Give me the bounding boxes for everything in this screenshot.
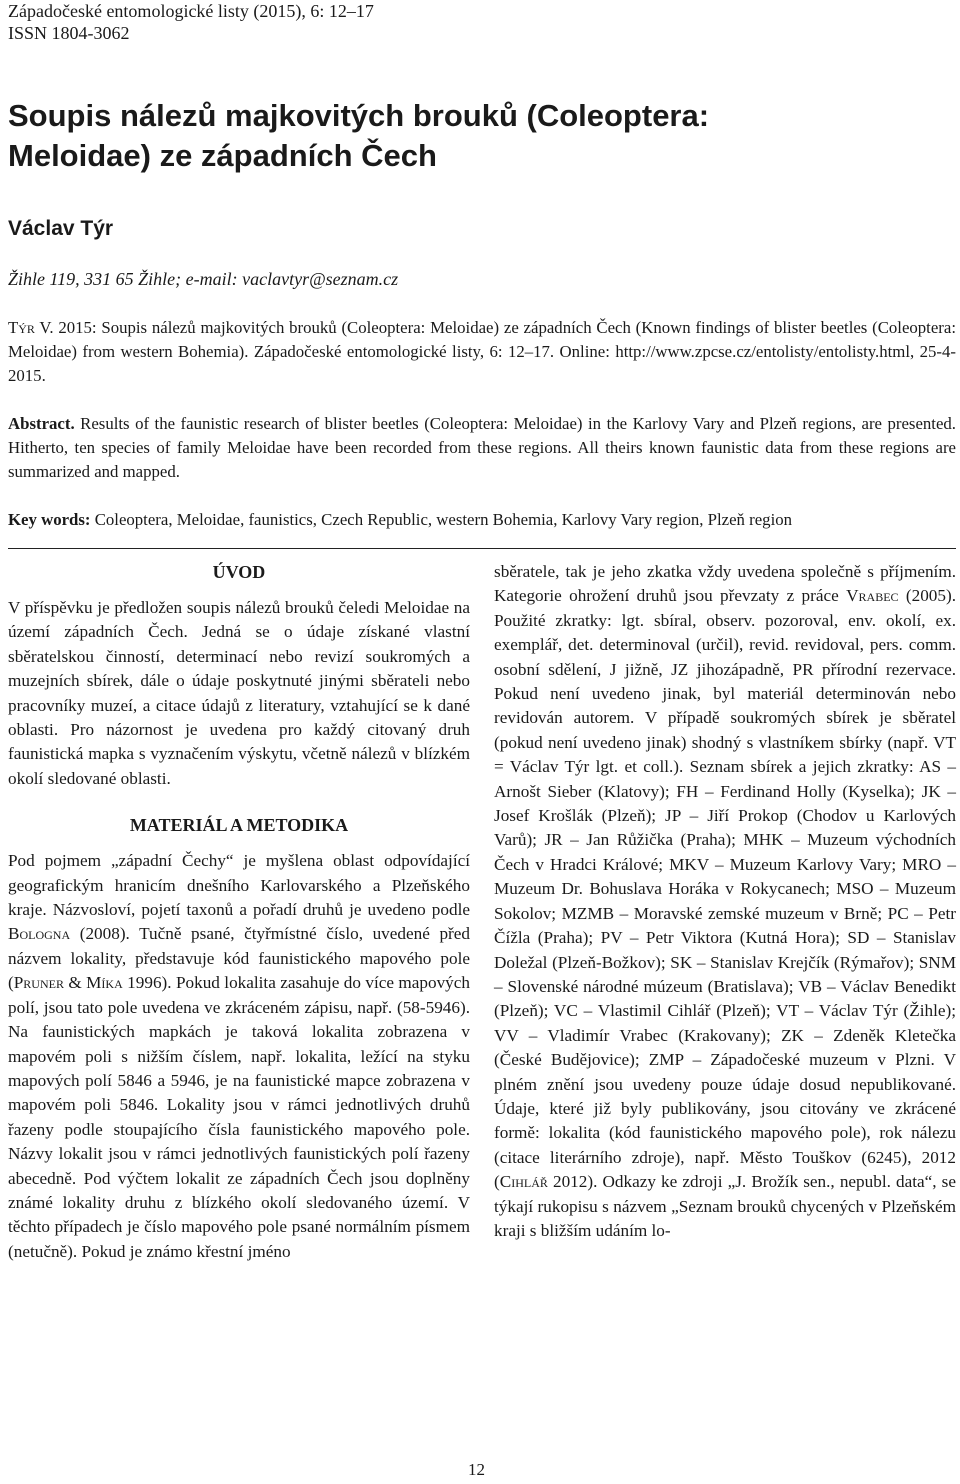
methods-text-c: 1996). Pokud lokalita zasahuje do více mapových polí, jsou tato pole uvedena ve zkráceném zápisu, např. (58-5946). Na faunistických mapkách je taková lokalita zobrazena v mapovém poli s nižším číslem, např. lokalita, ležící na styku mapových polí 5846 a 5946, je na faunistické mapce zobrazena v mapovém poli 5846. Lokality jsou v rámci jednotlivých druhů řazeny podle stoupajícího čísla faunistického mapového pole. Názvy lokalit jsou v rámci jednotlivých faunistických polí řazeny abecedně. Pod výčtem lokalit ze západních Čech jsou doplněny známé lokality druhu z blízkého okolí sledovaného území. V těchto případech je číslo mapového pole psané normálním písmem (netučně). Pokud je známo křestní jméno (8, 973, 470, 1261)
citation-mika: Míka (86, 973, 123, 993)
methods-paragraph (8, 849, 470, 1264)
keywords-paragraph (8, 508, 956, 532)
journal-line: Západočeské entomologické listy (2015), 6: 12–17 (8, 1, 374, 21)
right-column (494, 560, 956, 1243)
author-address: Žihle 119, 331 65 Žihle; e-mail: vaclavtyr@seznam.cz (8, 269, 399, 289)
abstract-paragraph (8, 412, 956, 484)
citation-cihlar: Cihlář (499, 1172, 548, 1192)
section-divider (8, 548, 956, 549)
methods-text-b: (2008). Tučně psané, čtyřmístné číslo, uvedené před názvem lokality, představuje kód faunistického mapového pole ( (8, 924, 470, 993)
heading-material-metodika: MATERIÁL A METODIKA (129, 815, 349, 836)
methods-text-a: Pod pojmem „západní Čechy“ je myšlena oblast odpovídající geografickým hranicím dnešního Karlovarského a Plzeňského kraje. Názvosloví, pojetí taxonů a pořadí druhů je uvedeno podle (8, 851, 470, 920)
citation-vrabec: Vrabec (846, 586, 899, 606)
abstract-text: Results of the faunistic research of blister beetles (Coleoptera: Meloidae) in the Karlovy Vary and Plzeň regions, are presented. Hitherto, ten species of family Meloidae have been recorded from these regions. All theirs known faunistic data from these regions are summarized and mapped. (8, 414, 956, 481)
title-line-2: Meloidae) ze západních Čech (8, 138, 437, 173)
citation-bologna: Bologna (8, 924, 71, 944)
article-title (8, 96, 948, 176)
methods-ampersand: & (63, 973, 87, 993)
citation-author: Týr V. (8, 318, 54, 337)
keywords-text: Coleoptera, Meloidae, faunistics, Czech Republic, western Bohemia, Karlovy Vary region, Plzeň region (90, 510, 793, 529)
heading-uvod: ÚVOD (212, 562, 266, 582)
citation-pruner: Pruner (13, 973, 64, 993)
page-number: 12 (468, 1460, 485, 1479)
title-line-1: Soupis nálezů majkovitých brouků (Coleoptera: (8, 98, 710, 133)
right-text-b: (2005). Použité zkratky: lgt. sbíral, observ. pozoroval, env. okolí, ex. exemplář, det. determinoval (určil), revid. revidoval, pers. comm. osobní sdělení, J jižně, JZ jihozápadně, PR přírodní rezervace. Pokud není uvedeno jinak, byl materiál determinován nebo revidován autorem. V případě soukromých sbírek je sběratel (pokud není uvedeno jinak) shodný s vlastníkem sbírky (např. VT = Václav Týr lgt. et coll.). Seznam sbírek a jejich zkratky: AS – Arnošt Sieber (Klatovy); FH – Ferdinand Holly (Kyselka); JK – Josef Krošlák (Plzeň); JP – Jiří Prokop (Chodov u Karlových Varů); JR – Jan Růžička (Praha); MHK – Muzeum východních Čech v Hradci Králové; MKV – Muzeum Karlovy Vary; MRO – Muzeum Dr. Bohuslava Horáka v Rokycanech; MSO – Muzeum Sokolov; MZMB – Moravské zemské muzeum v Brně; PC – Petr Čížla (Praha); PV – Petr Viktora (Kutná Hora); SD – Stanislav Doležal (Plzeň-Božkov); SK – Stanislav Krejčík (Rýmařov); SNM – Slovenské národné múzeum (Bratislava); VB – Václav Benedikt (Plzeň); VC – Vlastimil Cihlář (Plzeň); VT – Václav Týr (Žihle); VV – Vladimír Vrabec (Krakovany); ZK – Zdeněk Kletečka (České Budějovice); ZMP – Západočeské muzeum v Plzni. V plném znění jsou uvedeny pouze údaje dosud nepublikované. Údaje, které již byly publikovány, jsou citovány ve zkrácené formě: lokalita (kód faunistického mapového pole), rok nálezu (citace literárního zdroje), např. Město Touškov (6245), 2012 ( (494, 586, 957, 1192)
intro-paragraph: V příspěvku je předložen soupis nálezů brouků čeledi Meloidae na území západních Čech. Jedná se o údaje získané vlastní sběratelskou činností, determinací nebo revizí soukromých a muzejních sbírek, dále o údaje poskytnuté jinými sběrateli nebo pracovníky muzeí, a citace údajů z literatury, vztahující se k dané oblasti. Pro názornost je uvedena pro každý citovaný druh faunistická mapka s vyznačením výskytu, včetně nálezů v blízkém okolí sledované oblasti. (8, 598, 470, 788)
author-name: Václav Týr (8, 217, 114, 240)
issn-line: ISSN 1804-3062 (8, 23, 130, 43)
methods-continuation-paragraph (494, 560, 956, 1243)
right-text-a: sběratele, tak je jeho zkatka vždy uvedena společně s příjmením. Kategorie ohrožení druhů jsou převzaty z práce (494, 562, 956, 606)
journal-header (8, 0, 374, 44)
right-text-c: 2012). Odkazy ke zdroji „J. Brožík sen., nepubl. data“, se týkají rukopisu s názvem „Seznam brouků chycených v Plzeňském kraji s bližším udáním lo- (494, 1172, 956, 1240)
citation-text: 2015: Soupis nálezů majkovitých brouků (Coleoptera: Meloidae) ze západních Čech (Known findings of blister beetles (Coleoptera: Meloidae) from western Bohemia). Západočeské entomologické listy, 6: 12–17. Online: http://www.zpcse.cz/entolisty/entolisty.html, 25-4-2015. (8, 318, 956, 385)
left-column (8, 560, 470, 1264)
citation-paragraph (8, 316, 956, 388)
keywords-label: Key words: (8, 510, 91, 529)
abstract-label: Abstract. (8, 414, 75, 433)
